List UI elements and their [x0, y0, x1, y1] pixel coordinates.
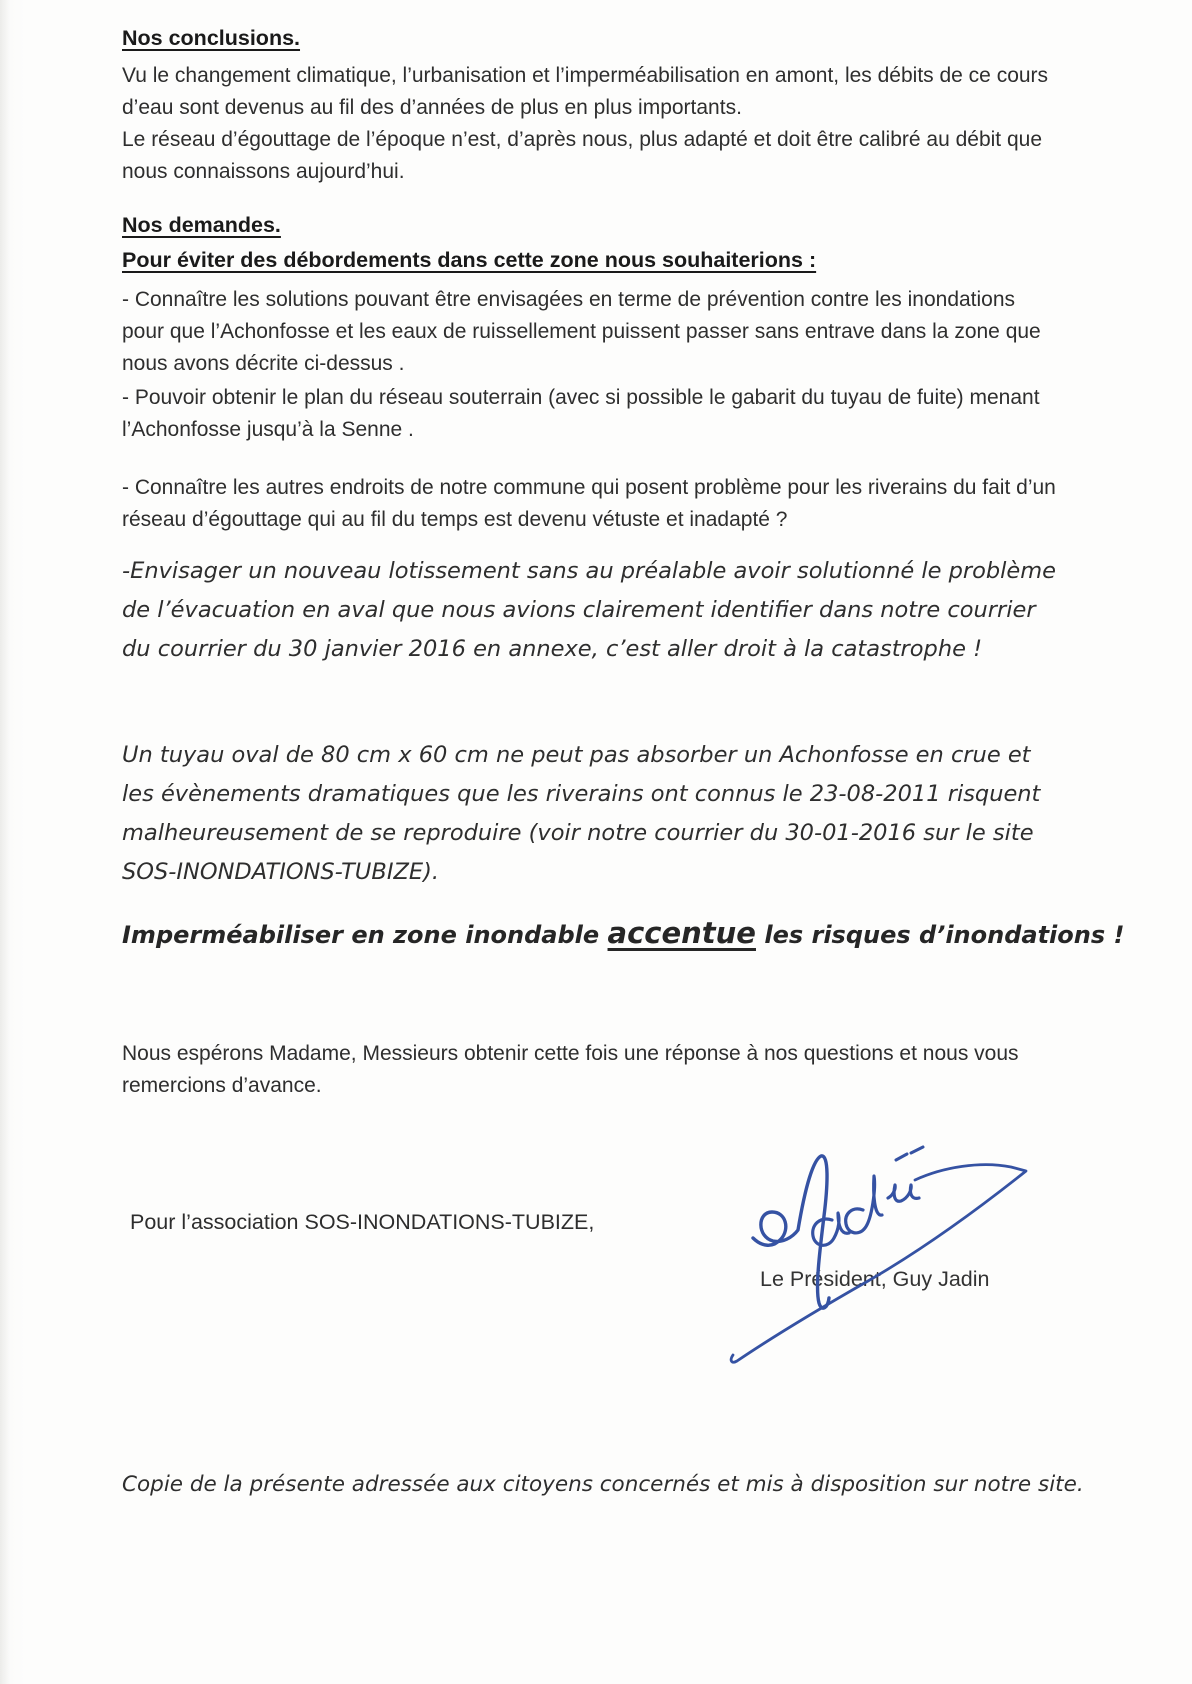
remark-tuyau: Un tuyau oval de 80 cm x 60 cm ne peut pas absorber un Achonfosse en crue et les évènements dramatiques que les riverains ont connus le 23-08-2011 risquent malheureusement de se reproduire (voir notre courrier du 30-01-2016 sur le site SOS-INONDATIONS-TUBIZE).	[122, 742, 1041, 885]
slogan-suffix: les risques d’inondations !	[755, 921, 1125, 949]
paragraph-sewer-network: Le réseau d’égouttage de l’époque n’est, d’après nous, plus adapté et doit être calibré au débit que nous connaissons aujourd’hui.	[122, 128, 1043, 183]
conclusions-heading: Nos conclusions.	[122, 26, 301, 50]
demands-subheading: Pour éviter des débordements dans cette zone nous souhaiterions :	[122, 248, 817, 272]
demand-item-endroits: - Connaître les autres endroits de notre commune qui posent problème pour les riverains du fait d’un réseau d’égouttage qui au fil du temps est devenu vétuste et inadapté ?	[122, 476, 1056, 531]
closing-thanks: Nous espérons Madame, Messieurs obtenir cette fois une réponse à nos questions et nous vous remercions d’avance.	[122, 1042, 1019, 1097]
slogan-line	[122, 916, 1125, 950]
slogan-accent-word: accentue	[607, 916, 756, 950]
handwritten-signature-graphic	[620, 1100, 1040, 1420]
demands-heading: Nos demandes.	[122, 213, 281, 237]
paragraph-climate: Vu le changement climatique, l’urbanisation et l’imperméabilisation en amont, les débits de ce cours d’eau sont devenus au fil des d’années de plus en plus importants.	[122, 64, 1049, 119]
demand-item-plan: - Pouvoir obtenir le plan du réseau souterrain (avec si possible le gabarit du tuyau de fuite) menant l’Achonfosse jusqu’à la Senne .	[122, 386, 1040, 441]
demand-item-solutions: - Connaître les solutions pouvant être envisagées en terme de prévention contre les inondations pour que l’Achonfosse et les eaux de ruissellement puissent passer sans entrave dans la zone que nous avons décrite ci-dessus .	[122, 288, 1041, 375]
president-signature-line: Le Président, Guy Jadin	[760, 1267, 990, 1291]
association-line: Pour l’association SOS-INONDATIONS-TUBIZE,	[130, 1210, 595, 1234]
remark-lotissement: -Envisager un nouveau lotissement sans au préalable avoir solutionné le problème de l’évacuation en aval que nous avions clairement identifier dans notre courrier du courrier du 30 janvier 2016 en annexe, c’est aller droit à la catastrophe !	[122, 558, 1057, 662]
copy-note: Copie de la présente adressée aux citoyens concernés et mis à disposition sur notre site.	[122, 1472, 1084, 1497]
slogan-prefix: Imperméabiliser en zone inondable	[122, 921, 608, 949]
